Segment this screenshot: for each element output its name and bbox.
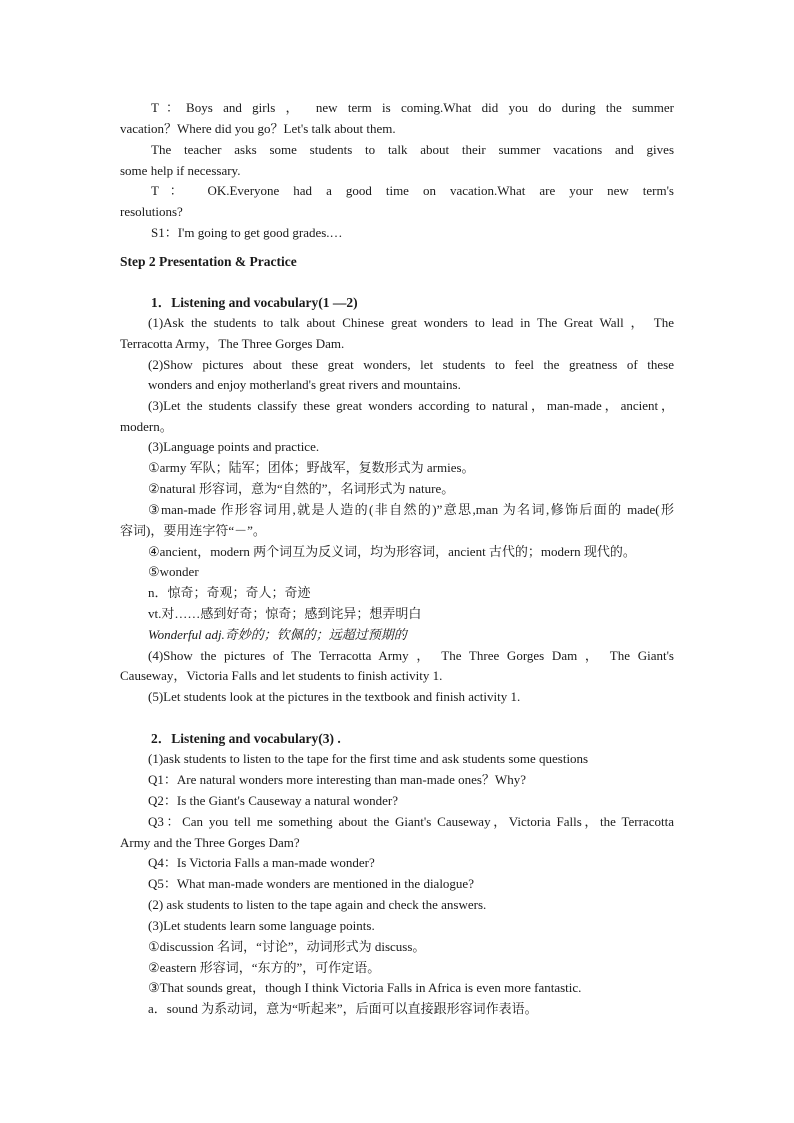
wonder-verb-meaning: vt.对……感到好奇；惊奇；感到诧异；想弄明白	[148, 606, 422, 621]
language-point-3-cont: 容词)，要用连字符“－”。	[120, 523, 266, 538]
language-point-1: ①army 军队；陆军；团体；野战军，复数形式为 armies。	[148, 460, 475, 475]
section2-item2: (2) ask students to listen to the tape again and check the answers.	[148, 897, 487, 912]
question-5: Q5：What man-made wonders are mentioned in the dialogue?	[148, 876, 474, 891]
section1-item1-cont: Terracotta Army，The Three Gorges Dam.	[120, 336, 345, 351]
section1-item5-cont: Causeway，Victoria Falls and let students to finish activity 1.	[120, 668, 443, 683]
language-point-2: ②natural 形容词，意为“自然的”，名词形式为 nature。	[148, 481, 455, 496]
question-3-cont: Army and the Three Gorges Dam?	[120, 835, 300, 850]
teacher-description: The teacher asks some students to talk about their summer vacations and gives	[151, 142, 674, 157]
question-3: Q3：Can you tell me something about the Giant's Causeway，Victoria Falls，the Terracotta	[148, 814, 674, 829]
student-line-1: S1：I'm going to get good grades.…	[151, 225, 343, 240]
teacher-description-cont: some help if necessary.	[120, 163, 241, 178]
teacher-line-2: T： OK.Everyone had a good time on vacation.What are your new term's	[151, 183, 674, 198]
section1-heading: 1．Listening and vocabulary(1 —2)	[151, 295, 358, 310]
section2-language-point-3: ③That sounds great，though I think Victoria Falls in Africa is even more fantastic.	[148, 980, 582, 995]
wonder-noun-meaning: n．惊奇；奇观；奇人；奇迹	[148, 585, 311, 600]
section1-item2-cont: wonders and enjoy motherland's great rivers and mountains.	[148, 377, 461, 392]
section2-item1: (1)ask students to listen to the tape for the first time and ask students some questions	[148, 751, 589, 766]
section1-item3: (3)Let the students classify these great wonders according to natural，man-made，ancient，	[148, 398, 674, 413]
section2-language-point-3a: a．sound 为系动词，意为“听起来”，后面可以直接跟形容词作表语。	[148, 1001, 538, 1016]
section1-item3-cont: modern。	[120, 419, 173, 434]
question-2: Q2：Is the Giant's Causeway a natural wonder?	[148, 793, 398, 808]
question-1: Q1：Are natural wonders more interesting than man-made ones？Why?	[148, 772, 526, 787]
step2-heading: Step 2 Presentation & Practice	[120, 254, 297, 269]
section1-item5: (4)Show the pictures of The Terracotta Army ， The Three Gorges Dam ， The Giant's	[148, 648, 674, 663]
section1-item6: (5)Let students look at the pictures in the textbook and finish activity 1.	[148, 689, 521, 704]
language-point-3: ③man-made 作形容词用,就是人造的(非自然的)”意思,man 为名词,修饰后面的 made(形	[148, 502, 674, 517]
section2-heading: 2．Listening and vocabulary(3) .	[151, 731, 341, 746]
teacher-line-1: T：Boys and girls ， new term is coming.What did you do during the summer	[151, 100, 674, 115]
section2-language-point-2: ②eastern 形容词，“东方的”，可作定语。	[148, 960, 381, 975]
teacher-line-1-cont: vacation？Where did you go？Let's talk about them.	[120, 121, 396, 136]
language-point-4: ④ancient，modern 两个词互为反义词，均为形容词，ancient 古代的；modern 现代的。	[148, 544, 636, 559]
section1-item2: (2)Show pictures about these great wonders, let students to feel the greatness of these	[148, 357, 674, 372]
question-4: Q4：Is Victoria Falls a man-made wonder?	[148, 855, 375, 870]
language-point-5: ⑤wonder	[148, 564, 199, 579]
wonderful-adj-meaning: Wonderful adj.奇妙的；钦佩的；远超过预期的	[148, 627, 407, 642]
section1-item4: (3)Language points and practice.	[148, 439, 320, 454]
section1-item1: (1)Ask the students to talk about Chinese great wonders to lead in The Great Wall ， The	[148, 315, 674, 330]
section2-language-point-1: ①discussion 名词，“讨论”，动词形式为 discuss。	[148, 939, 426, 954]
section2-item3: (3)Let students learn some language points.	[148, 918, 375, 933]
teacher-line-2-cont: resolutions?	[120, 204, 183, 219]
